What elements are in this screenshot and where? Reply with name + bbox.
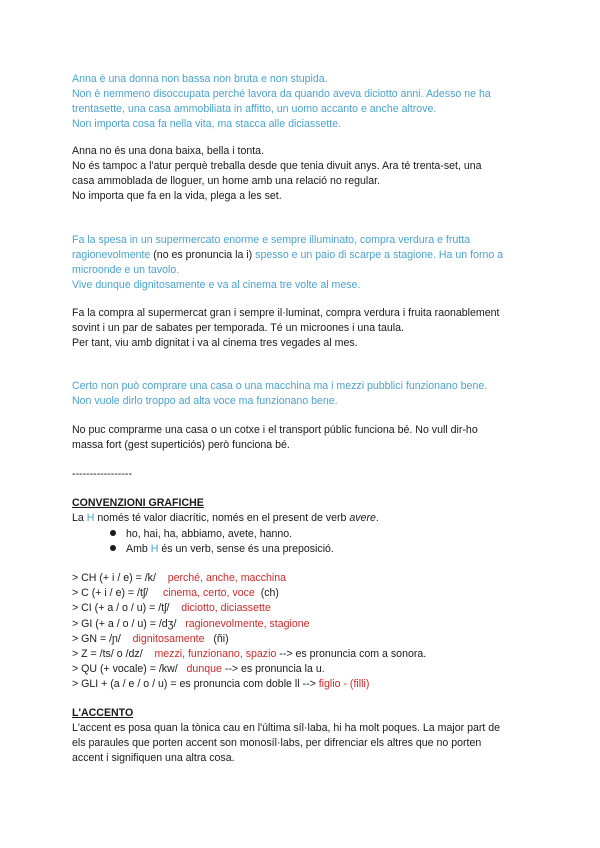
intro-text-b: només té valor diacrític, només en el present de verb: [94, 512, 350, 524]
rule-qu: [72, 662, 325, 676]
italian-1-line-4: Non importa cosa fa nella vita, ma stacca alle diciassette.: [72, 118, 342, 130]
rule-z: [72, 647, 426, 661]
rule-text: > QU (+ vocale) = /kw/: [72, 663, 178, 675]
separator: -----------------: [72, 468, 132, 480]
italian-1-line-3: trentasette, una casa ammobiliata in affitto, un uomo accanto e anche altrove.: [72, 103, 437, 115]
rule-gli: [72, 677, 369, 691]
rule-example: diciotto, diciassette: [181, 602, 271, 614]
bullet-1-text: ho, hai, ha, abbiamo, avete, hanno.: [126, 528, 293, 540]
rule-example: cinema, certo, voce: [162, 587, 255, 599]
rule-text: > GLI + (a / e / o / u) = es pronuncia com doble ll -->: [72, 678, 316, 690]
rule-example: dignitosamente: [132, 633, 205, 645]
catalan-2-line-3: Per tant, viu amb dignitat i va al cinema tres vegades al mes.: [72, 337, 358, 349]
rule-extra: --> es pronuncia la u.: [224, 663, 325, 675]
italian-2-line-1: Fa la spesa in un supermercato enorme e sempre illuminato, compra verdura e frutta: [72, 234, 471, 246]
catalan-3-line-1: No puc comprarme una casa o un cotxe i el transport públic funciona bé. No vull dir-ho: [72, 424, 478, 436]
rule-ci: [72, 601, 271, 615]
rule-extra: (ñi): [213, 633, 229, 645]
verb-avere: avere: [349, 512, 376, 524]
bullet-2-text-b: és un verb, sense és una preposició.: [158, 543, 334, 555]
accento-title: L'ACCENTO: [72, 707, 134, 719]
rule-c: [72, 586, 279, 600]
letter-h: H: [86, 512, 95, 524]
rule-ch: [72, 571, 286, 585]
rule-text: > GN = /ɲ/: [72, 633, 121, 645]
catalan-2-line-2: sovint i un par de sabates per temporada. Té un microones i una taula.: [72, 322, 404, 334]
italian-2-line-4: Vive dunque dignitosamente e va al cinema tre volte al mese.: [72, 279, 361, 291]
bullet-item-2: [110, 542, 334, 556]
rule-example: figlio - (filli): [318, 678, 370, 690]
bullet-dot-icon: [110, 530, 116, 536]
accento-line-2: els paraules que porten accent son monosíl·labs, per difrenciar els altres que no porten: [72, 737, 482, 749]
rule-example: mezzi, funzionano, spazio: [154, 648, 277, 660]
italian-2-line-2-rest: spesso e un paio di scarpe a stagione. Ha un forno a: [255, 249, 504, 261]
catalan-1-line-4: No importa que fa en la vida, plega a les set.: [72, 190, 282, 202]
italian-2-line-3: microonde e un tavolo.: [72, 264, 180, 276]
catalan-3-line-2: massa fort (gest superticiós) però funciona bé.: [72, 439, 290, 451]
rule-example: ragionevolmente, stagione: [185, 618, 310, 630]
italian-3-line-2: Non vuole dirlo troppo ad alta voce ma funzionano bene.: [72, 395, 338, 407]
catalan-2-line-1: Fa la compra al supermercat gran i sempre il·luminat, compra verdura i fruita raonablement: [72, 307, 500, 319]
italian-3-line-1: Certo non può comprare una casa o una macchina ma i mezzi pubblici funzionano bene.: [72, 380, 488, 392]
catalan-1-line-2: No és tampoc a l'atur perquè treballa desde que tenia divuit anys. Ara té trenta-set, una: [72, 160, 482, 172]
catalan-1-line-3: casa ammoblada de lloguer, un home amb una relació no regular.: [72, 175, 380, 187]
rule-example: dunque: [186, 663, 222, 675]
bullet-2-letter-h: H: [150, 543, 159, 555]
conventions-intro: [72, 511, 379, 525]
rule-text: > CH (+ i / e) = /k/: [72, 572, 156, 584]
rule-text: > C (+ i / e) = /tʃ/: [72, 587, 149, 599]
rule-text: > GI (+ a / o / u) = /dʒ/: [72, 618, 177, 630]
rule-text: > Z = /ts/ o /dz/: [72, 648, 143, 660]
accento-line-1: L'accent es posa quan la tònica cau en l'última síl·laba, hi ha molt poques. La major part de: [72, 722, 501, 734]
intro-text-a: La: [72, 512, 87, 524]
rule-gn: [72, 632, 229, 646]
rule-gi: [72, 617, 310, 631]
bullet-item-1: [110, 527, 292, 541]
bullet-dot-icon: [110, 545, 116, 551]
italian-1-line-2: Non è nemmeno disoccupata perché lavora da quando aveva diciotto anni. Adesso ne ha: [72, 88, 491, 100]
rule-extra: (ch): [260, 587, 279, 599]
rule-extra: --> es pronuncia com a sonora.: [279, 648, 427, 660]
pronunciation-note: (no es pronuncia la i): [150, 249, 256, 261]
intro-end: .: [375, 512, 379, 524]
catalan-1-line-1: Anna no és una dona baixa, bella i tonta.: [72, 145, 265, 157]
rule-example: perché, anche, macchina: [167, 572, 287, 584]
accento-line-3: accent i signifiquen una altra cosa.: [72, 752, 235, 764]
bullet-2-text-a: Amb: [126, 543, 151, 555]
italian-1-line-1: Anna è una donna non bassa non bruta e non stupida.: [72, 73, 328, 85]
conventions-title: CONVENZIONI GRAFICHE: [72, 497, 204, 509]
rule-text: > CI (+ a / o / u) = /tʃ/: [72, 602, 170, 614]
word-ragionevolmente: ragionevolmente: [72, 249, 151, 261]
italian-2-line-2: [72, 248, 503, 262]
